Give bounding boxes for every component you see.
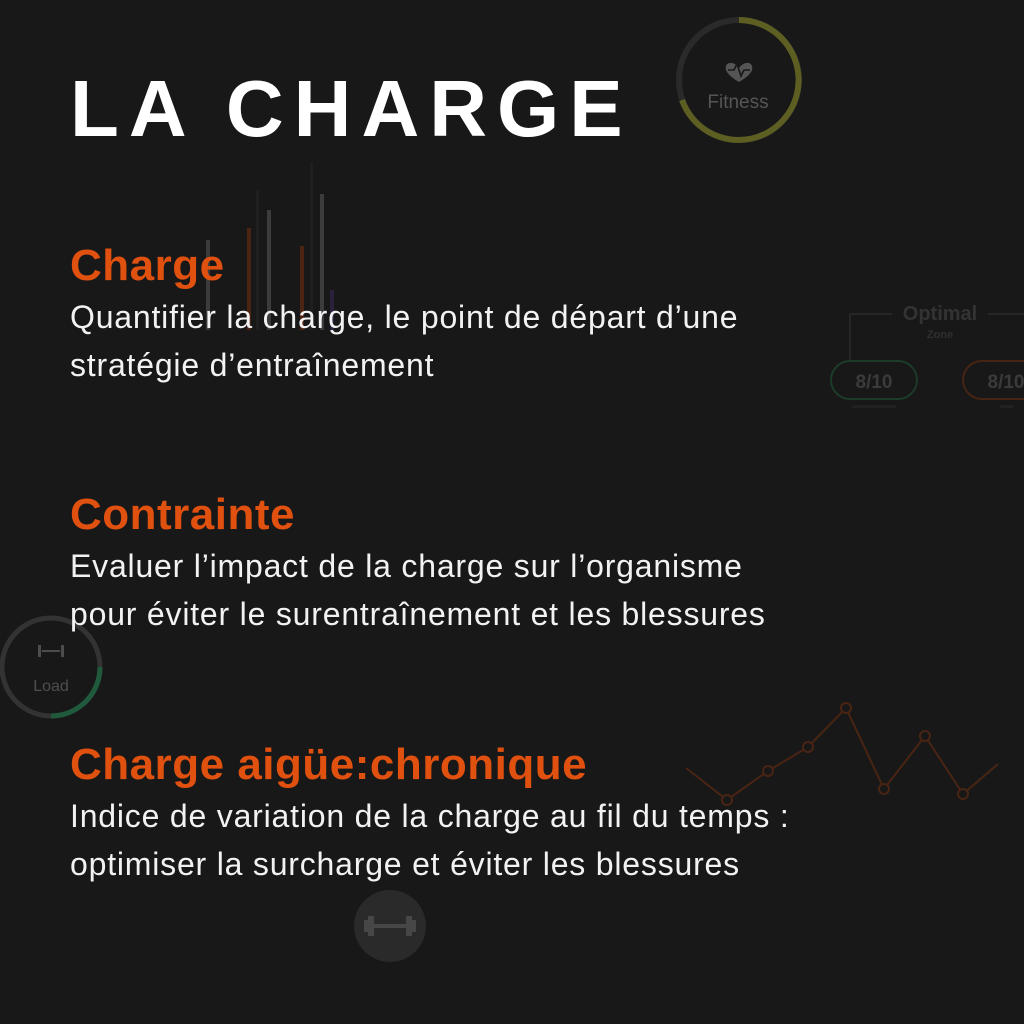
description-line: optimiser la surcharge et éviter les blessures [70, 846, 740, 882]
section-contrainte [70, 490, 970, 638]
fitness-ring [679, 20, 799, 140]
badge-1-value: 8/10 [855, 372, 893, 393]
load-label: Load [33, 678, 69, 695]
section-description [70, 293, 970, 389]
description-line: Indice de variation de la charge au fil du temps : [70, 798, 790, 834]
dumbbell-icon [354, 890, 426, 962]
section-description [70, 542, 970, 638]
load-dumbbell-icon [38, 645, 64, 657]
zone-label: Zone [926, 329, 954, 341]
section-description [70, 792, 970, 888]
description-line: Quantifier la charge, le point de départ d’une [70, 299, 739, 335]
description-line: pour éviter le surentraînement et les blessures [70, 596, 766, 632]
section-charge [70, 241, 970, 389]
page-title: LA CHARGE [70, 64, 633, 153]
section-heading: Contrainte [70, 490, 295, 539]
section-charge-aigue-chronique [70, 740, 970, 888]
heart-pulse-icon [726, 63, 753, 82]
badge-2-value: 8/10 [987, 372, 1024, 393]
fitness-label: Fitness [707, 92, 769, 113]
section-heading: Charge [70, 241, 225, 290]
section-heading: Charge aigüe:chronique [70, 740, 588, 789]
optimal-label: Optimal [902, 303, 978, 325]
description-line: Evaluer l’impact de la charge sur l’organisme [70, 548, 743, 584]
description-line: stratégie d’entraînement [70, 347, 435, 383]
